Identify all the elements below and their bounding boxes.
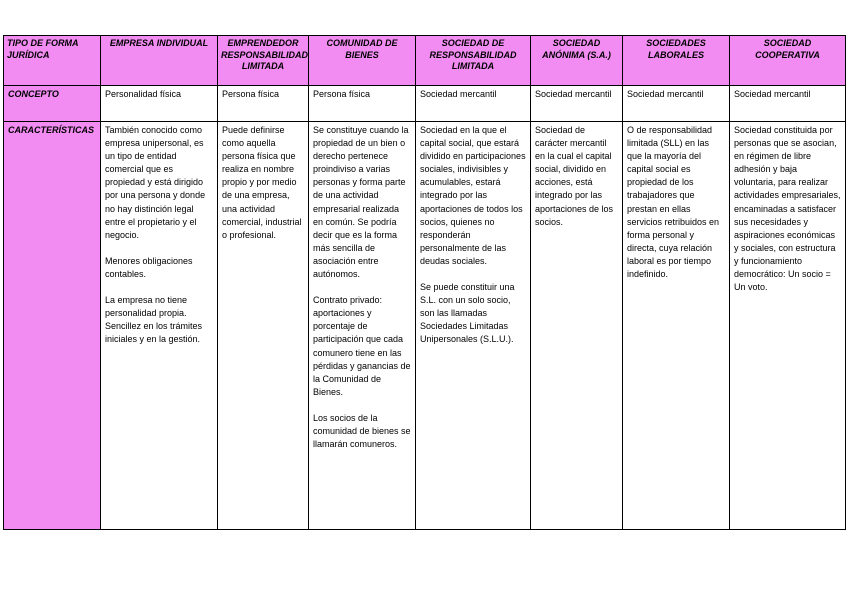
paragraph: Contrato privado: aportaciones y porcentaje de participación que cada comunero tiene en las pérdidas y ganancias de la Comunidad de Bienes. [313,295,411,397]
caracteristicas-empresa-individual [101,122,218,530]
caracteristicas-laborales [623,122,730,530]
header-row [4,36,846,86]
caracteristicas-cooperativa [730,122,846,530]
caracteristicas-row [4,122,846,530]
legal-forms-table [3,35,846,530]
header-tipo: TIPO DE FORMA JURÍDICA [4,36,101,86]
concepto-label: CONCEPTO [4,86,101,122]
concepto-cell: Persona física [309,86,416,122]
header-srl: SOCIEDAD DE RESPONSABILIDAD LIMITADA [416,36,531,86]
header-comunidad-bienes: COMUNIDAD DE BIENES [309,36,416,86]
paragraph: Se constituye cuando la propiedad de un bien o derecho pertenece proindiviso a varias personas y forma parte de una actividad empresarial realizada en común. Se podría decir que es la forma más sencilla de asociación entre autónomos. [313,125,409,280]
header-cooperativa: SOCIEDAD COOPERATIVA [730,36,846,86]
paragraph: Sociedad constituida por personas que se asocian, en régimen de libre adhesión y baja voluntaria, para realizar actividades empresariales, encaminadas a satisfacer sus necesidades y aspiraciones económicas y sociales, con estructura y funcionamiento democrático: Un socio = Un voto. [734,125,841,293]
paragraph: Puede definirse como aquella persona física que realiza en nombre propio y por medio de una empresa, una actividad comercial, industrial o profesional. [222,125,302,240]
concepto-cell: Sociedad mercantil [531,86,623,122]
paragraph: Se puede constituir una S.L. con un solo socio, son las llamadas Sociedades Limitadas Unipersonales (S.L.U.). [420,282,515,345]
caracteristicas-sa [531,122,623,530]
paragraph: Sociedad en la que el capital social, que estará dividido en participaciones sociales, indivisibles y acumulables, estará integrado por las aportaciones de todos los socios, quienes no responderán personalmente de las deudas sociales. [420,125,526,266]
paragraph: O de responsabilidad limitada (SLL) en las que la mayoría del capital social es propiedad de los trabajadores que prestan en ellas servicios retribuidos en forma personal y directa, cuya relación laboral es por tiempo indefinido. [627,125,720,280]
header-laborales: SOCIEDADES LABORALES [623,36,730,86]
caracteristicas-comunidad-bienes [309,122,416,530]
paragraph: Sociedad de carácter mercantil en la cual el capital social, dividido en acciones, está integrado por las aportaciones de los socios. [535,125,614,227]
paragraph: Menores obligaciones contables. [105,255,193,279]
concepto-cell: Persona física [218,86,309,122]
header-emprendedor: EMPRENDEDOR RESPONSABILIDAD LIMITADA [218,36,309,86]
concepto-cell: Sociedad mercantil [416,86,531,122]
concepto-cell: Sociedad mercantil [730,86,846,122]
paragraph: La empresa no tiene personalidad propia. Sencillez en los trámites iniciales y en la gestión. [105,295,203,345]
concepto-row [4,86,846,122]
caracteristicas-emprendedor [218,122,309,530]
paragraph: Los socios de la comunidad de bienes se llamarán comuneros. [313,412,411,450]
paragraph: También conocido como empresa unipersonal, es un tipo de entidad comercial que es propiedad y está dirigido por una persona y donde no hay distinción legal entre el propietario y el negocio. [105,125,206,240]
caracteristicas-srl [416,122,531,530]
header-empresa-individual: EMPRESA INDIVIDUAL [101,36,218,86]
header-sa: SOCIEDAD ANÓNIMA (S.A.) [531,36,623,86]
concepto-cell: Personalidad física [101,86,218,122]
caracteristicas-label: CARACTERÍSTICAS [4,122,101,530]
concepto-cell: Sociedad mercantil [623,86,730,122]
